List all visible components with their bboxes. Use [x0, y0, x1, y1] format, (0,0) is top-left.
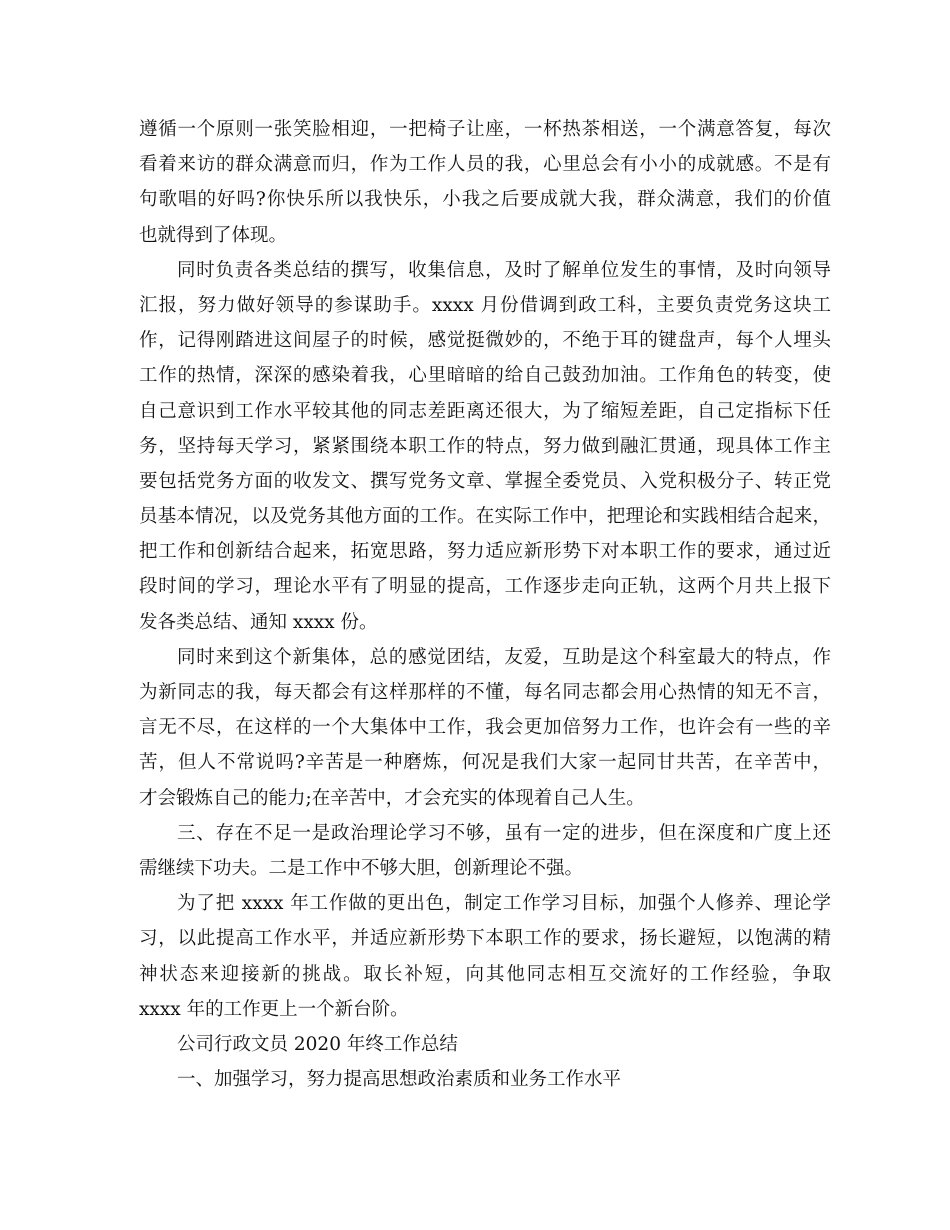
text-line: 务，坚持每天学习，紧紧围绕本职工作的特点，努力做到融汇贯通，现具体工作主 — [139, 435, 831, 457]
text-line: 段时间的学习，理论水平有了明显的提高，工作逐步走向正轨，这两个月共上报下 — [139, 576, 831, 598]
text-line: 苦，但人不常说吗?辛苦是一种磨炼，何况是我们大家一起同甘共苦，在辛苦中， — [139, 752, 831, 774]
text-line: 句歌唱的好吗?你快乐所以我快乐，小我之后要成就大我，群众满意，我们的价值 — [139, 189, 831, 211]
paragraph-first-line: 同时来到这个新集体，总的感觉团结，友爱，互助是这个科室最大的特点，作 — [177, 646, 831, 668]
text-line: 也就得到了体现。 — [139, 224, 288, 246]
text-line: 神状态来迎接新的挑战。取长补短，向其他同志相互交流好的工作经验，争取 — [139, 963, 831, 985]
text-line: 要包括党务方面的收发文、撰写党务文章、掌握全委党员、入党积极分子、转正党 — [139, 470, 831, 492]
section-heading: 一、加强学习，努力提高思想政治素质和业务工作水平 — [177, 1069, 622, 1091]
text-line: 才会锻炼自己的能力;在辛苦中，才会充实的体现着自己人生。 — [139, 787, 645, 809]
text-line: xxxx 年的工作更上一个新台阶。 — [139, 998, 409, 1020]
text-line: 作，记得刚踏进这间屋子的时候，感觉挺微妙的，不绝于耳的键盘声，每个人埋头 — [139, 330, 831, 352]
text-line: 员基本情况，以及党务其他方面的工作。在实际工作中，把理论和实践相结合起来， — [139, 506, 831, 528]
text-line: 需继续下功夫。二是工作中不够大胆，创新理论不强。 — [139, 857, 584, 879]
paragraph-first-line: 三、存在不足一是政治理论学习不够，虽有一定的进步，但在深度和广度上还 — [177, 822, 831, 844]
text-line: 遵循一个原则一张笑脸相迎，一把椅子让座，一杯热茶相送，一个满意答复，每次 — [139, 119, 831, 140]
text-line: 为新同志的我，每天都会有这样那样的不懂，每名同志都会用心热情的知无不言， — [139, 682, 831, 703]
text-line: 把工作和创新结合起来，拓宽思路，努力适应新形势下对本职工作的要求，通过近 — [139, 541, 831, 563]
text-line: 言无不尽，在这样的一个大集体中工作，我会更加倍努力工作，也许会有一些的辛 — [139, 717, 831, 739]
text-line: 自己意识到工作水平较其他的同志差距离还很大，为了缩短差距，自己定指标下任 — [139, 400, 831, 422]
paragraph-first-line: 同时负责各类总结的撰写，收集信息，及时了解单位发生的事情，及时向领导 — [177, 259, 831, 281]
text-line: 工作的热情，深深的感染着我，心里暗暗的给自己鼓劲加油。工作角色的转变，使 — [139, 365, 831, 387]
text-line: 习，以此提高工作水平，并适应新形势下本职工作的要求，扬长避短，以饱满的精 — [139, 928, 831, 950]
text-line: 看着来访的群众满意而归，作为工作人员的我，心里总会有小小的成就感。不是有 — [139, 154, 831, 176]
section-title: 公司行政文员 2020 年终工作总结 — [177, 1033, 458, 1055]
text-line: 发各类总结、通知 xxxx 份。 — [139, 611, 378, 633]
document-body — [139, 112, 831, 1097]
text-line: 汇报，努力做好领导的参谋助手。xxxx 月份借调到政工科，主要负责党务这块工 — [139, 294, 831, 316]
paragraph-first-line: 为了把 xxxx 年工作做的更出色，制定工作学习目标，加强个人修养、理论学 — [177, 893, 831, 915]
